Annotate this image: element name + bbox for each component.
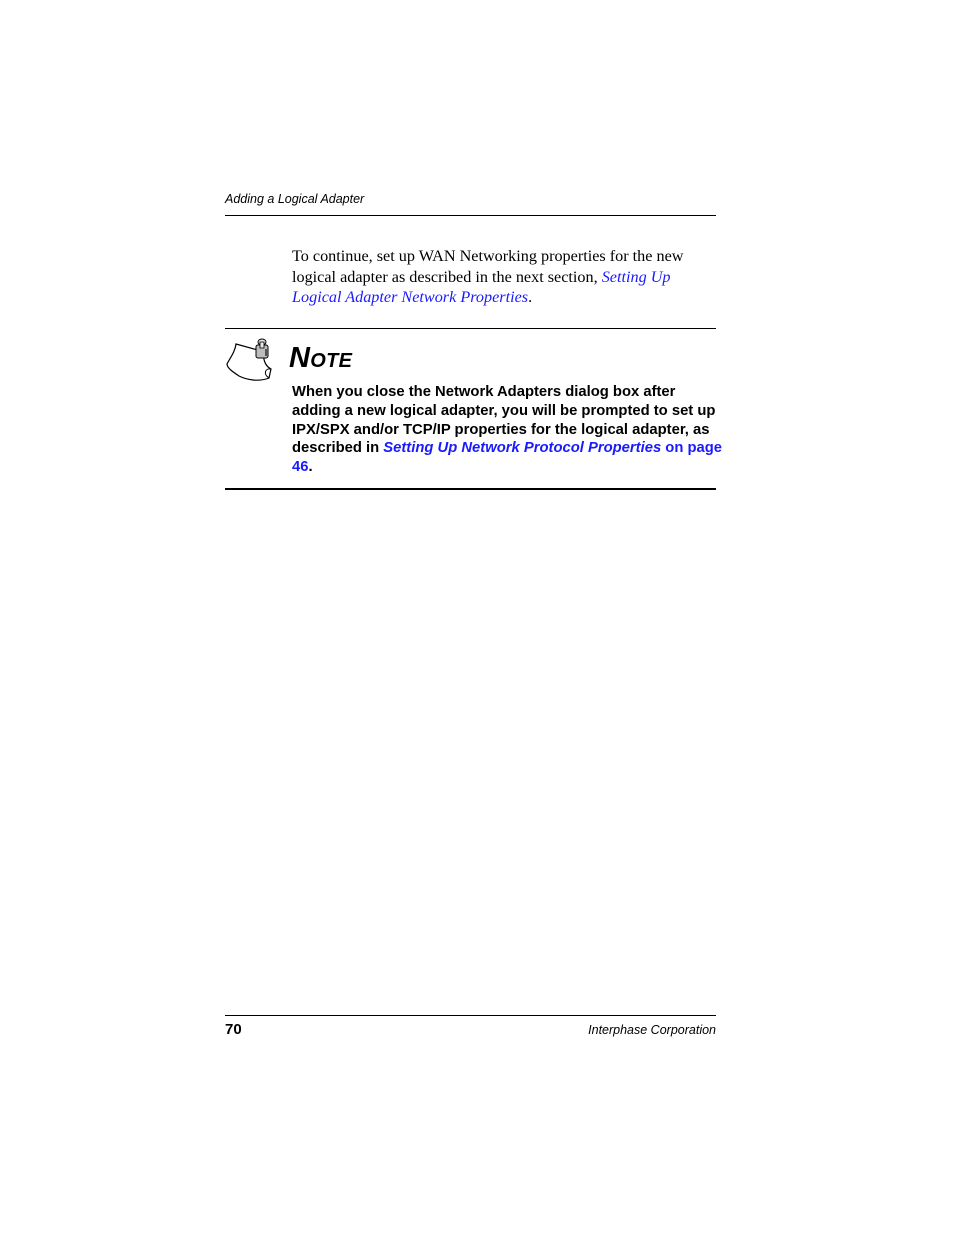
- note-period: .: [308, 459, 313, 476]
- note-paper-icon: [225, 336, 277, 382]
- footer-rule: [225, 1015, 716, 1016]
- link-page[interactable]: on page 46: [292, 440, 723, 476]
- note-body: [292, 383, 722, 477]
- footer-company: Interphase Corporation: [588, 1023, 716, 1037]
- note-text: When you close the Network Adapters dialog box after adding a new logical adapter, you will be prompted to set up IPX/SPX and/or TCP/IP properties for the logical adapter, as described in: [292, 384, 716, 457]
- link-setting-up-logical-adapter[interactable]: Setting Up Logical Adapter Network Properties: [292, 267, 671, 306]
- body-period: .: [528, 288, 533, 306]
- page-number: 70: [225, 1021, 242, 1038]
- header-rule: [225, 215, 716, 216]
- body-paragraph: [292, 246, 722, 308]
- running-header: Adding a Logical Adapter: [225, 192, 365, 206]
- note-title: Note: [289, 342, 353, 374]
- note-top-rule: [225, 328, 716, 329]
- note-bottom-rule: [225, 488, 716, 490]
- link-title[interactable]: Setting Up Network Protocol Properties: [383, 440, 662, 457]
- body-text: To continue, set up WAN Networking properties for the new logical adapter as described in the next section,: [292, 247, 684, 286]
